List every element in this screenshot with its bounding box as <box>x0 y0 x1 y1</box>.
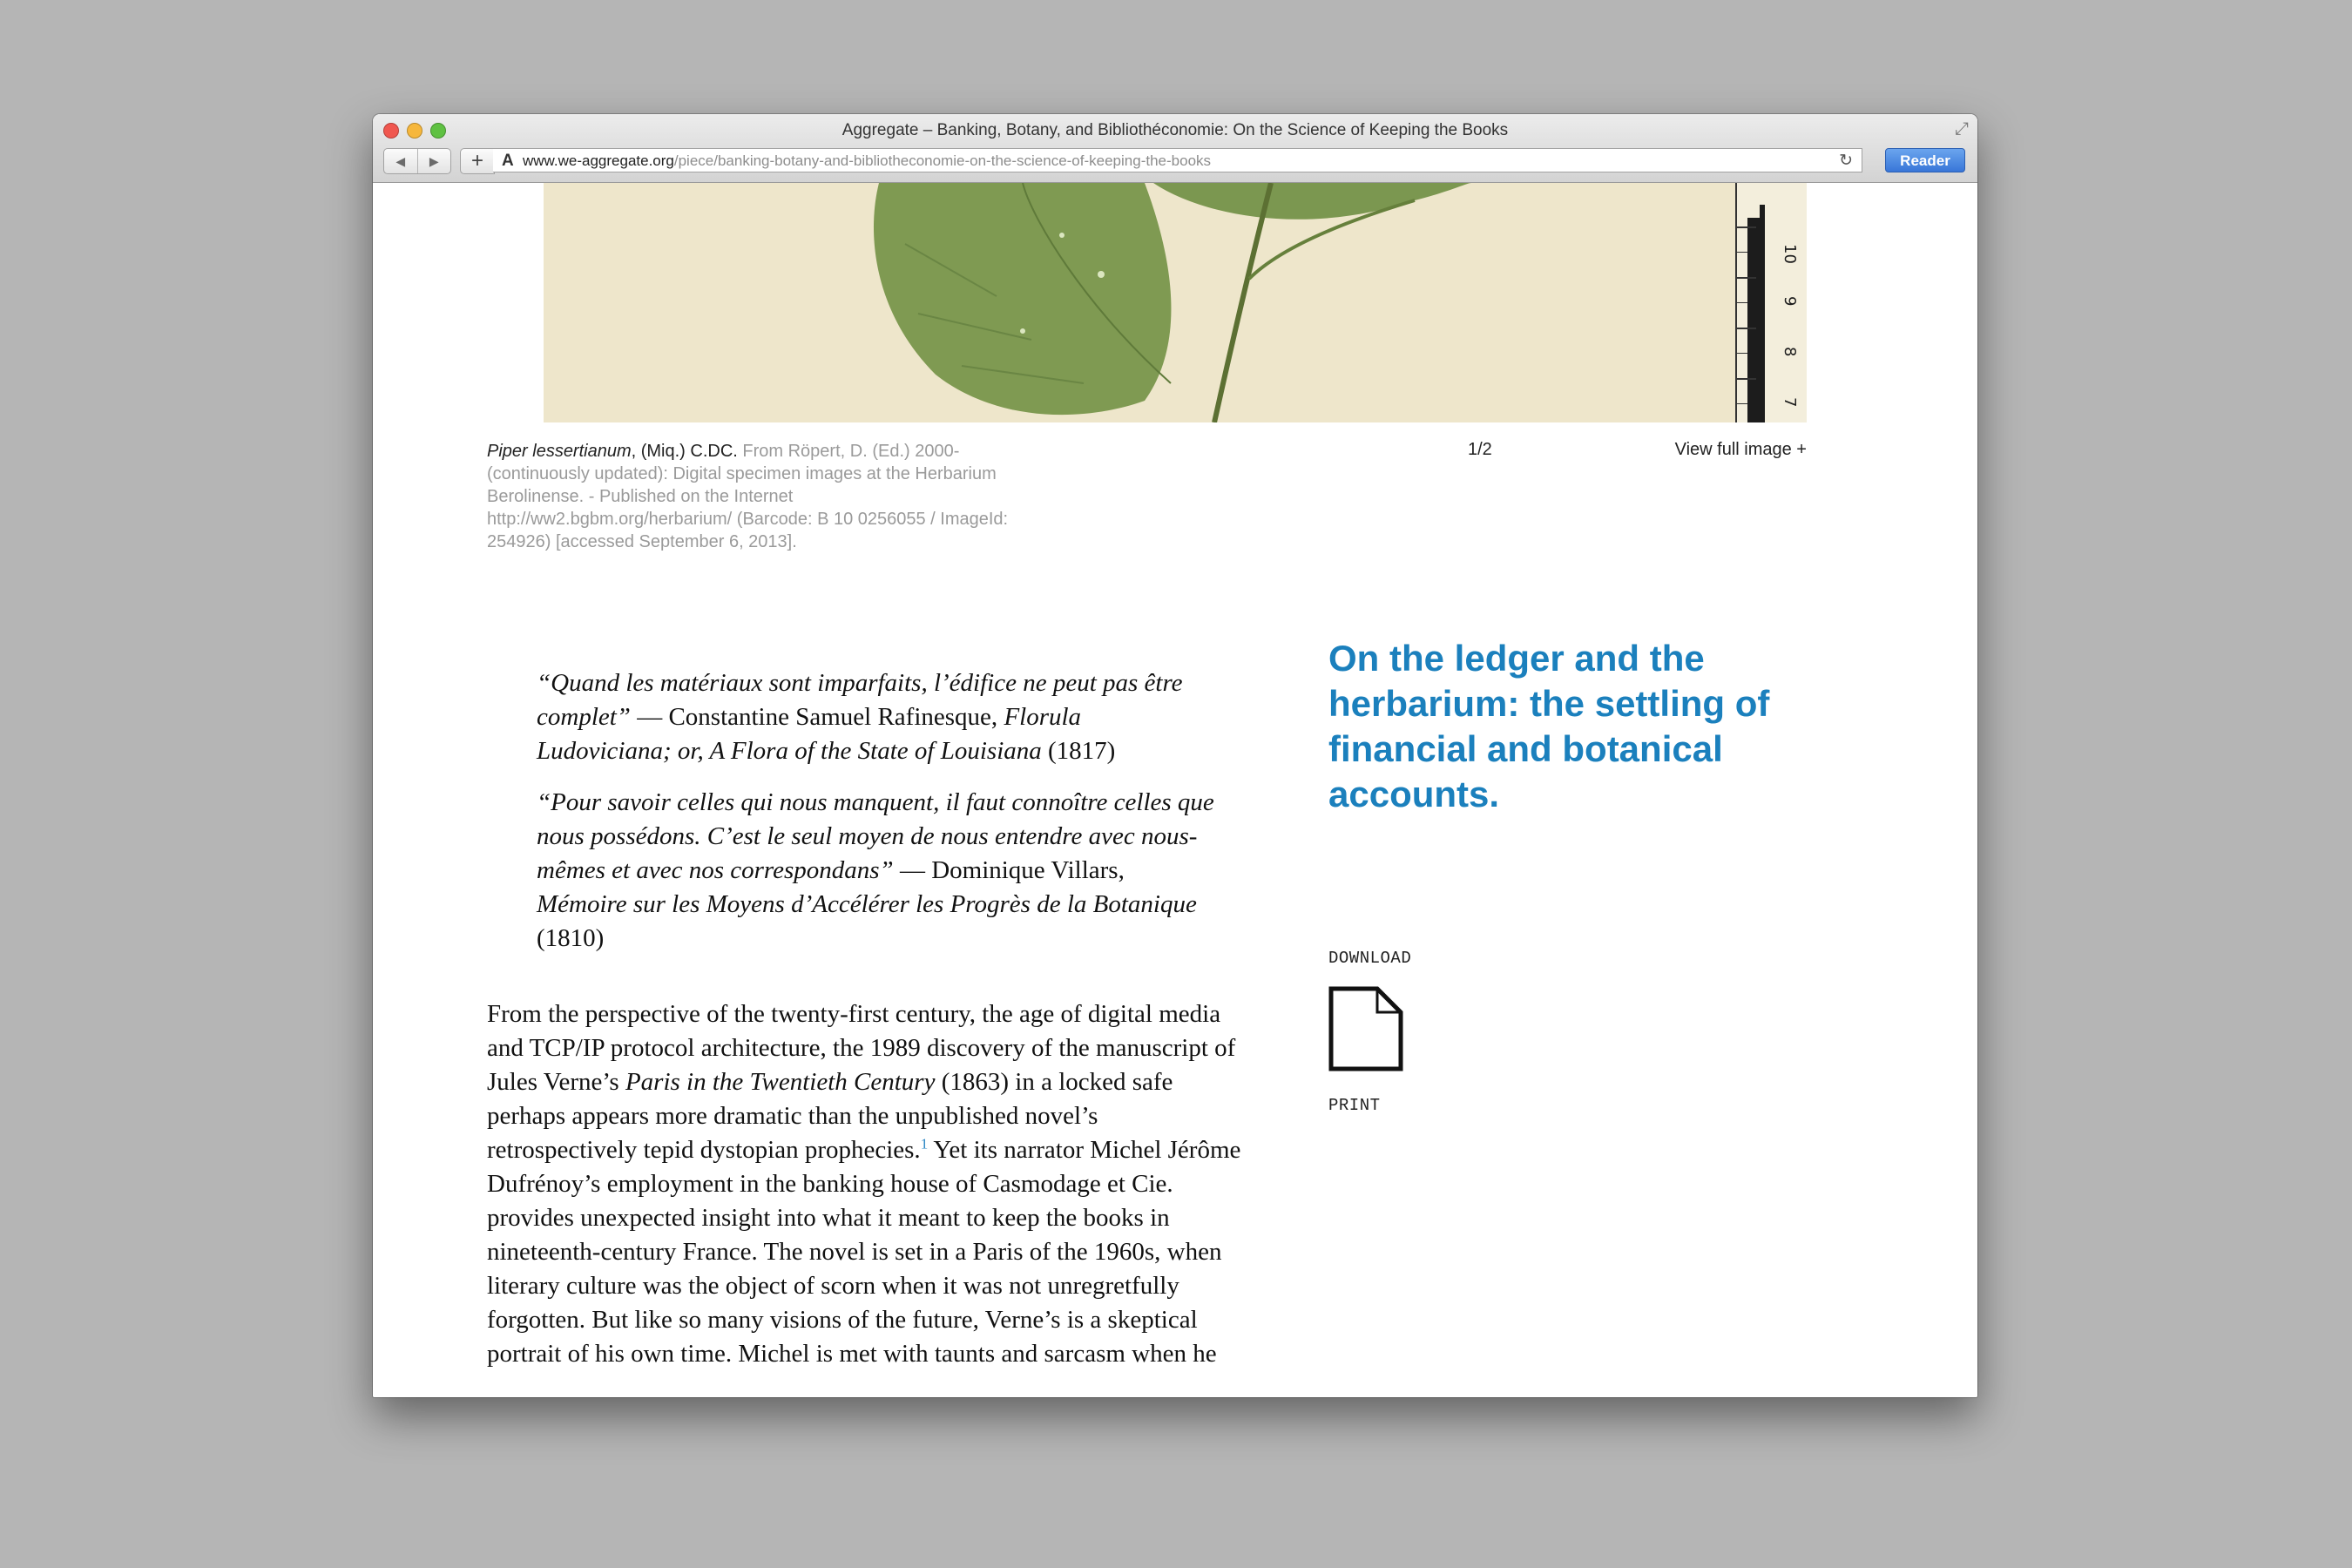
zoom-window-button[interactable] <box>430 123 446 139</box>
footnote-link[interactable]: 1 <box>920 1135 929 1152</box>
browser-toolbar <box>373 114 1977 183</box>
history-buttons <box>383 148 451 174</box>
print-label[interactable]: PRINT <box>1328 1096 1381 1115</box>
quote-attribution: — Dominique Villars, <box>893 856 1125 884</box>
image-counter: 1/2 <box>1468 440 1492 459</box>
forward-icon[interactable]: ▶ <box>429 154 439 168</box>
body-part2: (1863) in a locked safe perhaps appears more dramatic than the unpublished novel’s retrospectively tepid dystopian prophecies. <box>487 1068 1173 1164</box>
page-content <box>373 183 1977 1397</box>
view-full-image-link[interactable]: View full image + <box>1674 440 1807 459</box>
article-body <box>487 997 1254 1371</box>
url-domain: www.we-aggregate.org <box>523 152 674 169</box>
minimize-window-button[interactable] <box>407 123 422 139</box>
caption-species: Piper lessertianum <box>487 442 632 461</box>
back-icon[interactable]: ◀ <box>384 149 418 173</box>
site-icon: A <box>502 152 514 170</box>
ruler-label: 10 <box>1781 244 1799 264</box>
quote-work: Florula Ludoviciana; or, A Flora of the State of Louisiana <box>537 703 1082 765</box>
ruler-label: 9 <box>1781 296 1799 307</box>
body-part1: From the perspective of the twenty-first century, the age of digital media and TCP/IP protocol architecture, the 1989 discovery of the manuscript of Jules Verne’s <box>487 1000 1236 1096</box>
caption-author: , (Miq.) C.DC. <box>631 442 738 461</box>
specimen-drawing <box>544 183 1807 422</box>
address-bar[interactable] <box>493 148 1862 172</box>
article-subtitle: On the ledger and the herbarium: the settling of financial and botanical accounts. <box>1328 638 1770 814</box>
epigraph-quote <box>537 666 1216 768</box>
herbarium-specimen-image[interactable] <box>544 183 1807 422</box>
url-path: /piece/banking-botany-and-bibliotheconomie-on-the-science-of-keeping-the-books <box>673 152 1212 169</box>
download-label[interactable]: DOWNLOAD <box>1328 949 1412 968</box>
close-window-button[interactable] <box>383 123 399 139</box>
body-title: Paris in the Twentieth Century <box>625 1068 936 1096</box>
ruler-label: 8 <box>1781 347 1799 357</box>
reload-icon[interactable]: ↻ <box>1839 152 1853 170</box>
add-bookmark-button[interactable]: + <box>460 148 495 174</box>
quote-text: “Quand les matériaux sont imparfaits, l’édifice ne peut pas être complet” <box>537 669 1183 731</box>
fullscreen-icon[interactable]: ⤢ <box>1955 119 1969 139</box>
url-text[interactable] <box>523 149 1211 173</box>
quote-year: (1810) <box>537 924 605 952</box>
epigraph-quote <box>537 786 1216 956</box>
reader-button[interactable]: Reader <box>1885 148 1965 172</box>
body-part3: Yet its narrator Michel Jérôme Dufrénoy’s employment in the banking house of Casmodage et Cie. provides unexpected insight into what it meant to keep the books in nineteenth-century France. The novel is set in a Paris of the 1960s, when literary culture was the object of scorn when it was not unregretfully forgotten. But like so many visions of the future, Verne’s is a skeptical portrait of his own time. Michel is met with taunts and sarcasm when he <box>487 1136 1241 1368</box>
quote-work: Mémoire sur les Moyens d’Accélérer les Progrès de la Botanique <box>537 890 1197 918</box>
ruler-label: 7 <box>1781 397 1799 408</box>
caption-source: From Röpert, D. (Ed.) 2000- (continuously updated): Digital specimen images at the Herbarium Berolinense. - Published on the Internet http://ww2.bgbm.org/herbarium/ (Barcode: B 10 0256055 / ImageId: 254926) [accessed September 6, 2013]. <box>487 442 1009 551</box>
epigraph-block <box>537 666 1216 973</box>
browser-window <box>373 114 1977 1397</box>
quote-text: “Pour savoir celles qui nous manquent, il faut connoître celles que nous possédons. C’est le seul moyen de nous entendre avec nous-mêmes et avec nos correspondans” <box>537 788 1214 884</box>
document-icon[interactable] <box>1328 986 1403 1071</box>
quote-attribution: — Constantine Samuel Rafinesque, <box>630 703 1004 731</box>
image-caption <box>487 440 1018 553</box>
quote-year: (1817) <box>1041 737 1116 765</box>
window-title: Aggregate – Banking, Botany, and Bibliothéconomie: On the Science of Keeping the Books <box>841 121 1509 139</box>
